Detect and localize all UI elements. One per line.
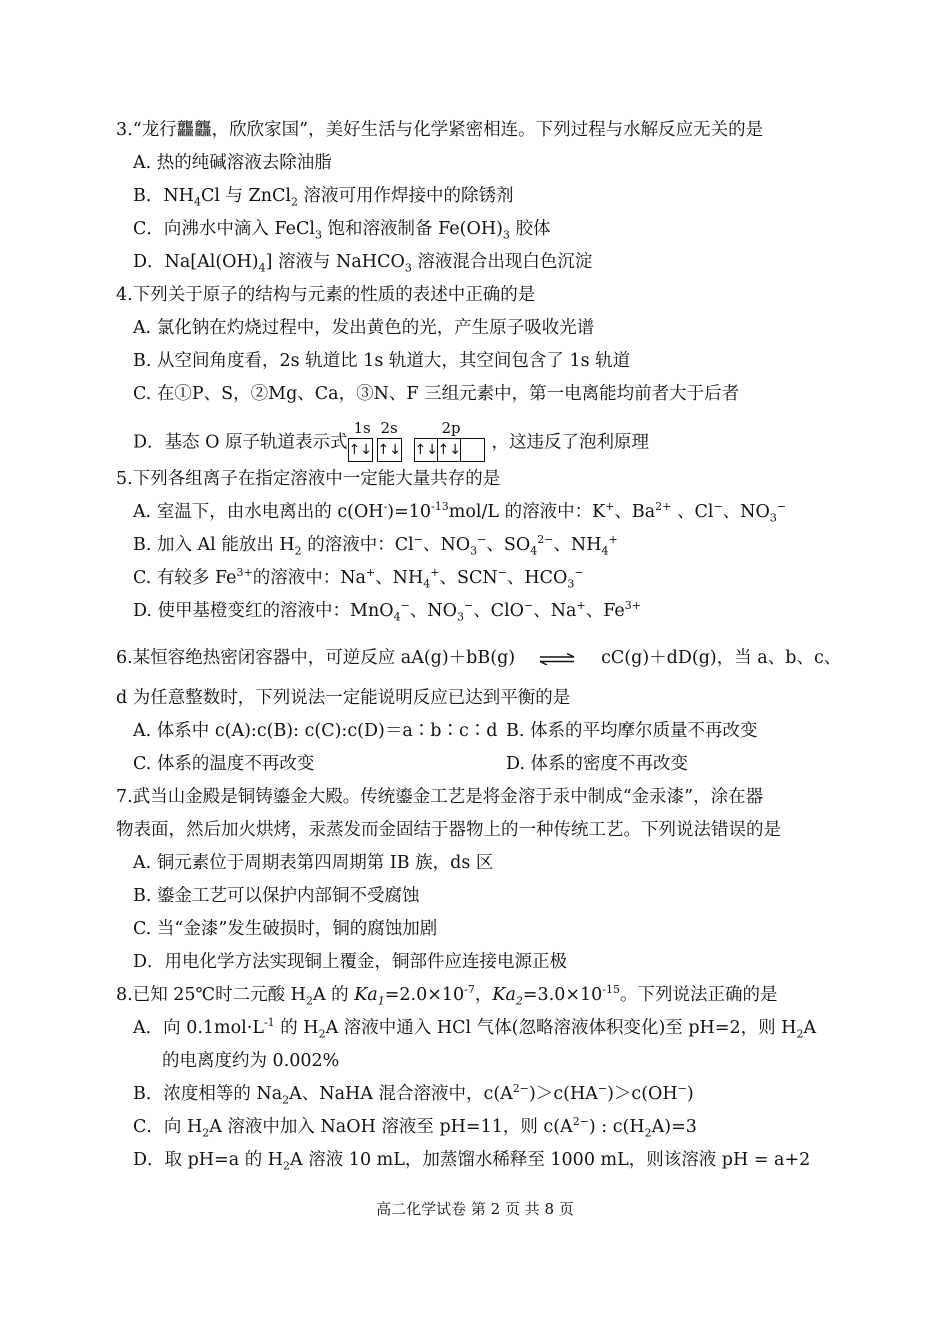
q4-option-d: D．基态 O 原子轨道表示式 1s 2s 2p ↑↓ ↑↓ ↑↓ ↑↓ ，这违反了泡利原理 [133,426,649,460]
orbital-cell: ↑↓ [377,442,401,458]
q6-stem-cont: d 为任意整数时，下列说法一定能说明反应已达到平衡的是 [116,688,571,708]
q5-option-a: A. 室温下，由水电离出的 $c(OH^-)=10^{-13}mol/L$ 的溶液中：K+、$Ba^{2+}$ 、Cl−、$NO_3^-$ [133,500,787,525]
orbital-diagram [348,420,488,460]
q4-option-b: B. 从空间角度看，2s 轨道比 1s 轨道大，其空间包含了 1s 轨道 [133,351,631,371]
q7-option-a: A. 铜元素位于周期表第四周期第 IB 族，ds 区 [133,853,494,873]
q5-stem: 5.下列各组离子在指定溶液中一定能大量共存的是 [116,469,501,489]
q4-stem: 4.下列关于原子的结构与元素的性质的表述中正确的是 [116,285,536,305]
page-footer: 高二化学试卷 第 2 页 共 8 页 [376,1200,574,1218]
q3-option-b: B．$NH_4Cl$ 与 ZnCl$_2$ 溶液可用作焊接中的除锈剂 [133,186,514,209]
q7-option-d: D．用电化学方法实现铜上覆金，铜部件应连接电源正极 [133,952,568,972]
q7-stem: 7.武当山金殿是铜铸鎏金大殿。传统鎏金工艺是将金溶于汞中制成“金汞漆”，涂在器 [116,787,764,807]
q3-stem: 3.“龙行龘龘，欣欣家国”，美好生活与化学紧密相连。下列过程与水解反应无关的是 [116,120,764,140]
q8-option-d: D．取 pH=a 的 $H_2A$ 溶液 10 mL，加蒸馏水稀释至 1000 mL，则该溶液 pH = a+2 [133,1150,811,1173]
q5-option-d: D. 使甲基橙变红的溶液中：MnO$_4$−、$NO_3^-$、ClO−、Na+、$Fe^{3+}$ [133,599,641,624]
q6-option-b: B. 体系的平均摩尔质量不再改变 [506,721,758,741]
q4-option-a: A. 氯化钠在灼烧过程中，发出黄色的光，产生原子吸收光谱 [133,318,595,338]
q8-option-c: C．向 $H_2A$ 溶液中加入 NaOH 溶液至 pH=11，则 $c(A^{2-})$ : $c(H_2A)=3$ [133,1115,697,1140]
q8-stem: 8.已知 25℃时二元酸 $H_2A$ 的 $Ka_1=2.0\times 10^{-7}$，$Ka_2=3.0\times 10^{-15}$。下列说法正确的是 [116,983,778,1008]
q6-stem: 6.某恒容绝热密闭容器中，可逆反应 aA(g)＋bB(g) cC(g)＋dD(g)，当 a、b、c、 [116,648,842,668]
q7-option-c: C. 当“金漆”发生破损时，铜的腐蚀加剧 [133,919,438,939]
q5-option-b: B. 加入 Al 能放出 $H_2$ 的溶液中：Cl−、$NO_3^-$、$SO_4^{2-}$、$NH_4^+$ [133,533,618,558]
q7-option-b: B. 鎏金工艺可以保护内部铜不受腐蚀 [133,886,420,906]
q4-option-c: C. 在①P、S，②Mg、Ca，③N、F 三组元素中，第一电离能均前者大于后者 [133,384,740,404]
orbital-cell: ↑↓ [438,439,461,461]
q3-option-a: A. 热的纯碱溶液去除油脂 [133,153,332,173]
q8-option-b: B．浓度相等的 $Na_2A$、NaHA 混合溶液中，$c(A^{2-})>c(HA^-)>c(OH^-)$ [133,1082,694,1107]
q6-option-d: D. 体系的密度不再改变 [506,754,689,774]
q5-option-c: C. 有较多 $Fe^{3+}$的溶液中：Na+、$NH_4^+$、SCN−、$HCO_3^-$ [133,566,584,591]
q8-option-a: A．向 $0.1mol\cdot L^{-1}$ 的 $H_2A$ 溶液中通入 HCl 气体(忽略溶液体积变化)至 pH=2，则 $H_2A$ [133,1016,817,1041]
orbital-label-2p: 2p [441,419,461,437]
orbital-box-2p [414,438,485,462]
orbital-cell: ↑↓ [348,442,372,458]
equilibrium-arrow-icon [539,653,575,665]
q7-stem-cont: 物表面，然后加火烘烤，汞蒸发而金固结于器物上的一种传统工艺。下列说法错误的是 [116,820,781,840]
orbital-box-1s [348,438,373,462]
orbital-cell [461,439,484,461]
q6-option-a: A. 体系中 c(A):c(B): c(C):c(D)＝a∶b∶c∶d [133,721,498,741]
orbital-label-1s: 1s [353,419,371,437]
q6-option-c: C. 体系的温度不再改变 [133,754,315,774]
orbital-cell: ↑↓ [415,439,438,461]
q3-option-d: D．$Na[Al(OH)_4]$ 溶液与 NaHCO$_3$ 溶液混合出现白色沉淀 [133,252,593,275]
orbital-box-2s [377,438,402,462]
q3-option-c: C．向沸水中滴入 FeCl$_3$ 饱和溶液制备 $Fe(OH)_3$ 胶体 [133,219,551,242]
orbital-label-2s: 2s [380,419,398,437]
q8-option-a-cont: 的电离度约为 0.002% [162,1051,340,1071]
